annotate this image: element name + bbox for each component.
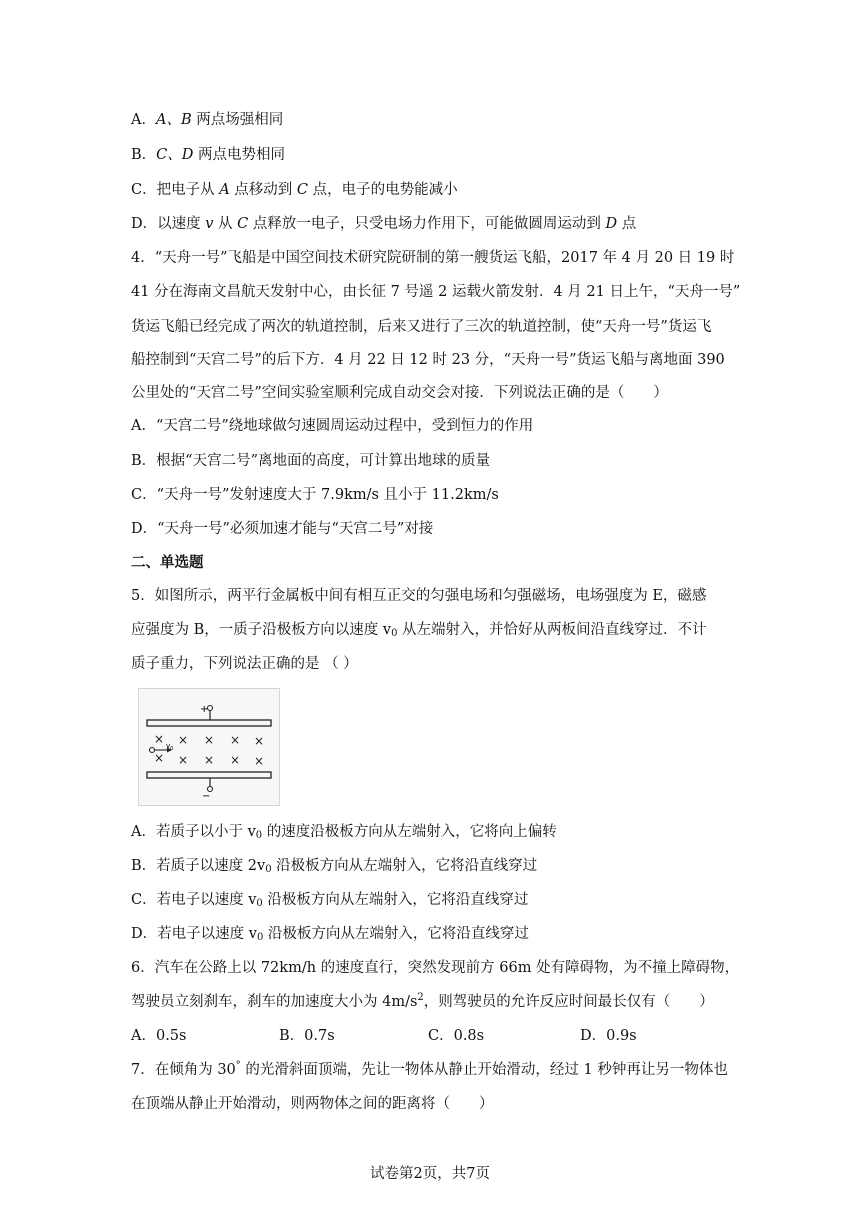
field-cross: × xyxy=(178,733,189,747)
parallel-plates-figure xyxy=(138,688,280,806)
field-cross: × xyxy=(230,753,241,767)
field-cross: × xyxy=(254,754,265,768)
q7-stem-line-2: 在顶端从静止开始滑动，则两物体之间的距离将（ ） xyxy=(131,1096,494,1112)
q3-option-b: B．C、D 两点电势相同 xyxy=(131,147,285,163)
q6-option-c: C．0.8s xyxy=(428,1028,485,1044)
field-cross: × xyxy=(230,733,241,747)
q5-option-a: A．若质子以小于 $v_0$ 的速度沿极板方向从左端射入，它将向上偏转 xyxy=(131,824,557,841)
q5-stem-line-1: 5．如图所示，两平行金属板中间有相互正交的匀强电场和匀强磁场，电场强度为 E，磁感 xyxy=(131,588,707,604)
q7-stem-line-1: 7．在倾角为 30° 的光滑斜面顶端，先让一物体从静止开始滑动，经过 1 秒钟再让另一物体也 xyxy=(131,1060,728,1078)
q5-stem-line-2: 应强度为 B，一质子沿极板方向以速度 $v_0$ 从左端射入，并恰好从两板间沿直线穿过．不计 xyxy=(131,622,707,639)
q3-option-c: C．把电子从 A 点移动到 C 点，电子的电势能减小 xyxy=(131,182,458,198)
q3-option-d: D．以速度 v 从 C 点释放一电子，只受电场力作用下，可能做圆周运动到 D 点 xyxy=(131,216,637,232)
q6-option-d: D．0.9s xyxy=(580,1028,637,1044)
page-footer: 试卷第2页，共7页 xyxy=(370,1166,490,1182)
q5-stem-line-3: 质子重力，下列说法正确的是 （ ） xyxy=(131,656,358,672)
plus-sign: + xyxy=(200,704,209,715)
q5-option-b: B．若质子以速度 $2v_0$ 沿极板方向从左端射入，它将沿直线穿过 xyxy=(131,858,538,875)
q6-options xyxy=(131,1026,751,1046)
q6-stem-line-2: 驾驶员立刻刹车，刹车的加速度大小为 $4m/s^2$，则驾驶员的允许反应时间最长仅有（ ） xyxy=(131,992,714,1010)
q5-option-c: C．若电子以速度 $v_0$ 沿极板方向从左端射入，它将沿直线穿过 xyxy=(131,892,529,909)
velocity-label: $v_0$ xyxy=(166,742,174,752)
q6-option-a: A．0.5s xyxy=(131,1028,187,1044)
minus-sign: − xyxy=(202,791,211,802)
q4-stem-line-4: 船控制到“天宫二号”的后下方．4 月 22 日 12 时 23 分，“天舟一号”货运飞船与离地面 390 xyxy=(131,352,725,368)
field-cross: × xyxy=(204,753,215,767)
q3-option-a: A．A、B 两点场强相同 xyxy=(131,112,284,128)
q4-stem-line-2: 41 分在海南文昌航天发射中心，由长征 7 号遥 2 运载火箭发射．4 月 21 日上午，“天舟一号” xyxy=(131,284,741,300)
q3-option-b-vars: C、D xyxy=(156,147,194,163)
field-cross: × xyxy=(254,734,265,748)
q6-option-b: B．0.7s xyxy=(279,1028,335,1044)
field-cross: × xyxy=(178,753,189,767)
q4-option-a: A．“天宫二号”绕地球做匀速圆周运动过程中，受到恒力的作用 xyxy=(131,418,534,434)
q4-option-c: C．“天舟一号”发射速度大于 7.9km/s 且小于 11.2km/s xyxy=(131,487,499,503)
section-title: 二、单选题 xyxy=(131,554,204,571)
field-cross: × xyxy=(154,751,165,765)
q5-option-d: D．若电子以速度 $v_0$ 沿极板方向从左端射入，它将沿直线穿过 xyxy=(131,926,529,943)
q4-stem-line-3: 货运飞船已经完成了两次的轨道控制，后来又进行了三次的轨道控制，使“天舟一号”货运飞 xyxy=(131,319,712,335)
field-cross: × xyxy=(154,732,165,746)
q4-option-b: B．根据“天宫二号”离地面的高度，可计算出地球的质量 xyxy=(131,453,490,469)
q4-stem-line-5: 公里处的“天宫二号”空间实验室顺利完成自动交会对接．下列说法正确的是（ ） xyxy=(131,385,668,401)
q3-option-a-vars: A、B xyxy=(155,112,192,128)
q4-stem-line-1: 4．“天舟一号”飞船是中国空间技术研究院研制的第一艘货运飞船，2017 年 4 月 20 日 19 时 xyxy=(131,250,735,266)
q6-stem-line-1: 6．汽车在公路上以 72km/h 的速度直行，突然发现前方 66m 处有障碍物，为不撞上障碍物， xyxy=(131,960,740,976)
q4-option-d: D．“天舟一号”必须加速才能与“天宫二号”对接 xyxy=(131,521,434,537)
field-cross: × xyxy=(204,733,215,747)
